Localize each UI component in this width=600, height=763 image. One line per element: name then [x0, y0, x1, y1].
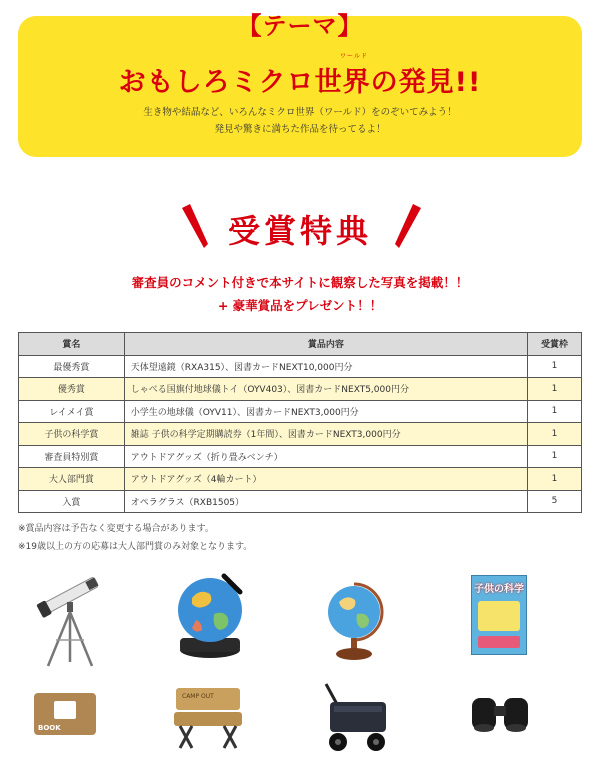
prize-content: アウトドアグッズ（折り畳みベンチ） — [124, 445, 527, 468]
prize-name: 大人部門賞 — [19, 468, 125, 491]
prize-count: 1 — [528, 423, 582, 446]
table-row — [19, 400, 582, 423]
table-row — [19, 445, 582, 468]
prize-table — [18, 332, 582, 513]
prize-content: しゃべる国旗付地球儀トイ（OYV403）、図書カードNEXT5,000円分 — [124, 378, 527, 401]
theme-desc-line2: 発見や驚きに満ちた作品を待ってるよ！ — [214, 124, 386, 135]
prize-count: 1 — [528, 378, 582, 401]
prize-name: 入賞 — [19, 490, 125, 513]
table-header-row — [19, 333, 582, 356]
header-prize-name: 賞名 — [19, 333, 125, 356]
table-row — [19, 490, 582, 513]
talking-globe-icon — [170, 570, 250, 662]
outdoor-cart-icon — [316, 680, 392, 756]
prize-name: 最優秀賞 — [19, 355, 125, 378]
folding-bench-icon — [170, 684, 246, 750]
prize-content: 雑誌 子供の科学定期購読券（1年間）、図書カードNEXT3,000円分 — [124, 423, 527, 446]
book-card-icon — [34, 693, 96, 735]
globe-icon — [323, 580, 385, 664]
theme-title: おもしろミクロ世界の発見!! — [118, 67, 482, 98]
prize-count: 1 — [528, 468, 582, 491]
prize-count: 1 — [528, 355, 582, 378]
header-prize-count: 受賞枠 — [528, 333, 582, 356]
right-accent-icon — [393, 204, 423, 248]
theme-desc-line1: 生き物や結晶など、いろんなミクロ世界（ワールド）をのぞいてみよう！ — [143, 107, 457, 118]
prize-name: 子供の科学賞 — [19, 423, 125, 446]
telescope-icon — [34, 566, 106, 670]
prize-content: 小学生の地球儀（OYV11）、図書カードNEXT3,000円分 — [124, 400, 527, 423]
prize-content: アウトドアグッズ（4輪カート） — [124, 468, 527, 491]
prize-count: 5 — [528, 490, 582, 513]
note-line1: ※賞品内容は予告なく変更する場合があります。 — [18, 524, 214, 534]
opera-glasses-icon — [468, 692, 532, 736]
prize-content: オペラグラス（RXB1505） — [124, 490, 527, 513]
bench-label: CAMP OUT — [182, 693, 214, 700]
card-label: BOOK — [38, 724, 61, 732]
table-row — [19, 468, 582, 491]
magazine-art — [478, 601, 520, 631]
theme-ruby: ワールド — [340, 53, 368, 60]
magazine-banner — [478, 636, 520, 648]
awards-sub-line2: + 豪華賞品をプレゼント！！ — [217, 298, 383, 313]
awards-subtitle — [0, 271, 600, 317]
table-row — [19, 378, 582, 401]
theme-description — [18, 104, 582, 138]
prize-count: 1 — [528, 445, 582, 468]
book-shape-icon — [54, 701, 76, 719]
table-row — [19, 355, 582, 378]
awards-sub-line1: 審査員のコメント付きで本サイトに観察した写真を掲載！！ — [131, 275, 469, 290]
prize-content: 天体望遠鏡（RXA315）、図書カードNEXT10,000円分 — [124, 355, 527, 378]
magazine-icon — [471, 575, 527, 655]
prize-name: レイメイ賞 — [19, 400, 125, 423]
theme-panel — [18, 12, 582, 157]
notes — [18, 520, 252, 556]
table-row — [19, 423, 582, 446]
awards-heading: 受賞特典 — [227, 212, 372, 250]
magazine-title: 子供の科学 — [474, 584, 524, 595]
note-line2: ※19歳以上の方の応募は大人部門賞のみ対象となります。 — [18, 542, 253, 552]
header-prize-content: 賞品内容 — [124, 333, 527, 356]
theme-tag: 【テーマ】 — [237, 12, 363, 40]
prize-count: 1 — [528, 400, 582, 423]
prize-name: 優秀賞 — [19, 378, 125, 401]
prize-name: 審査員特別賞 — [19, 445, 125, 468]
